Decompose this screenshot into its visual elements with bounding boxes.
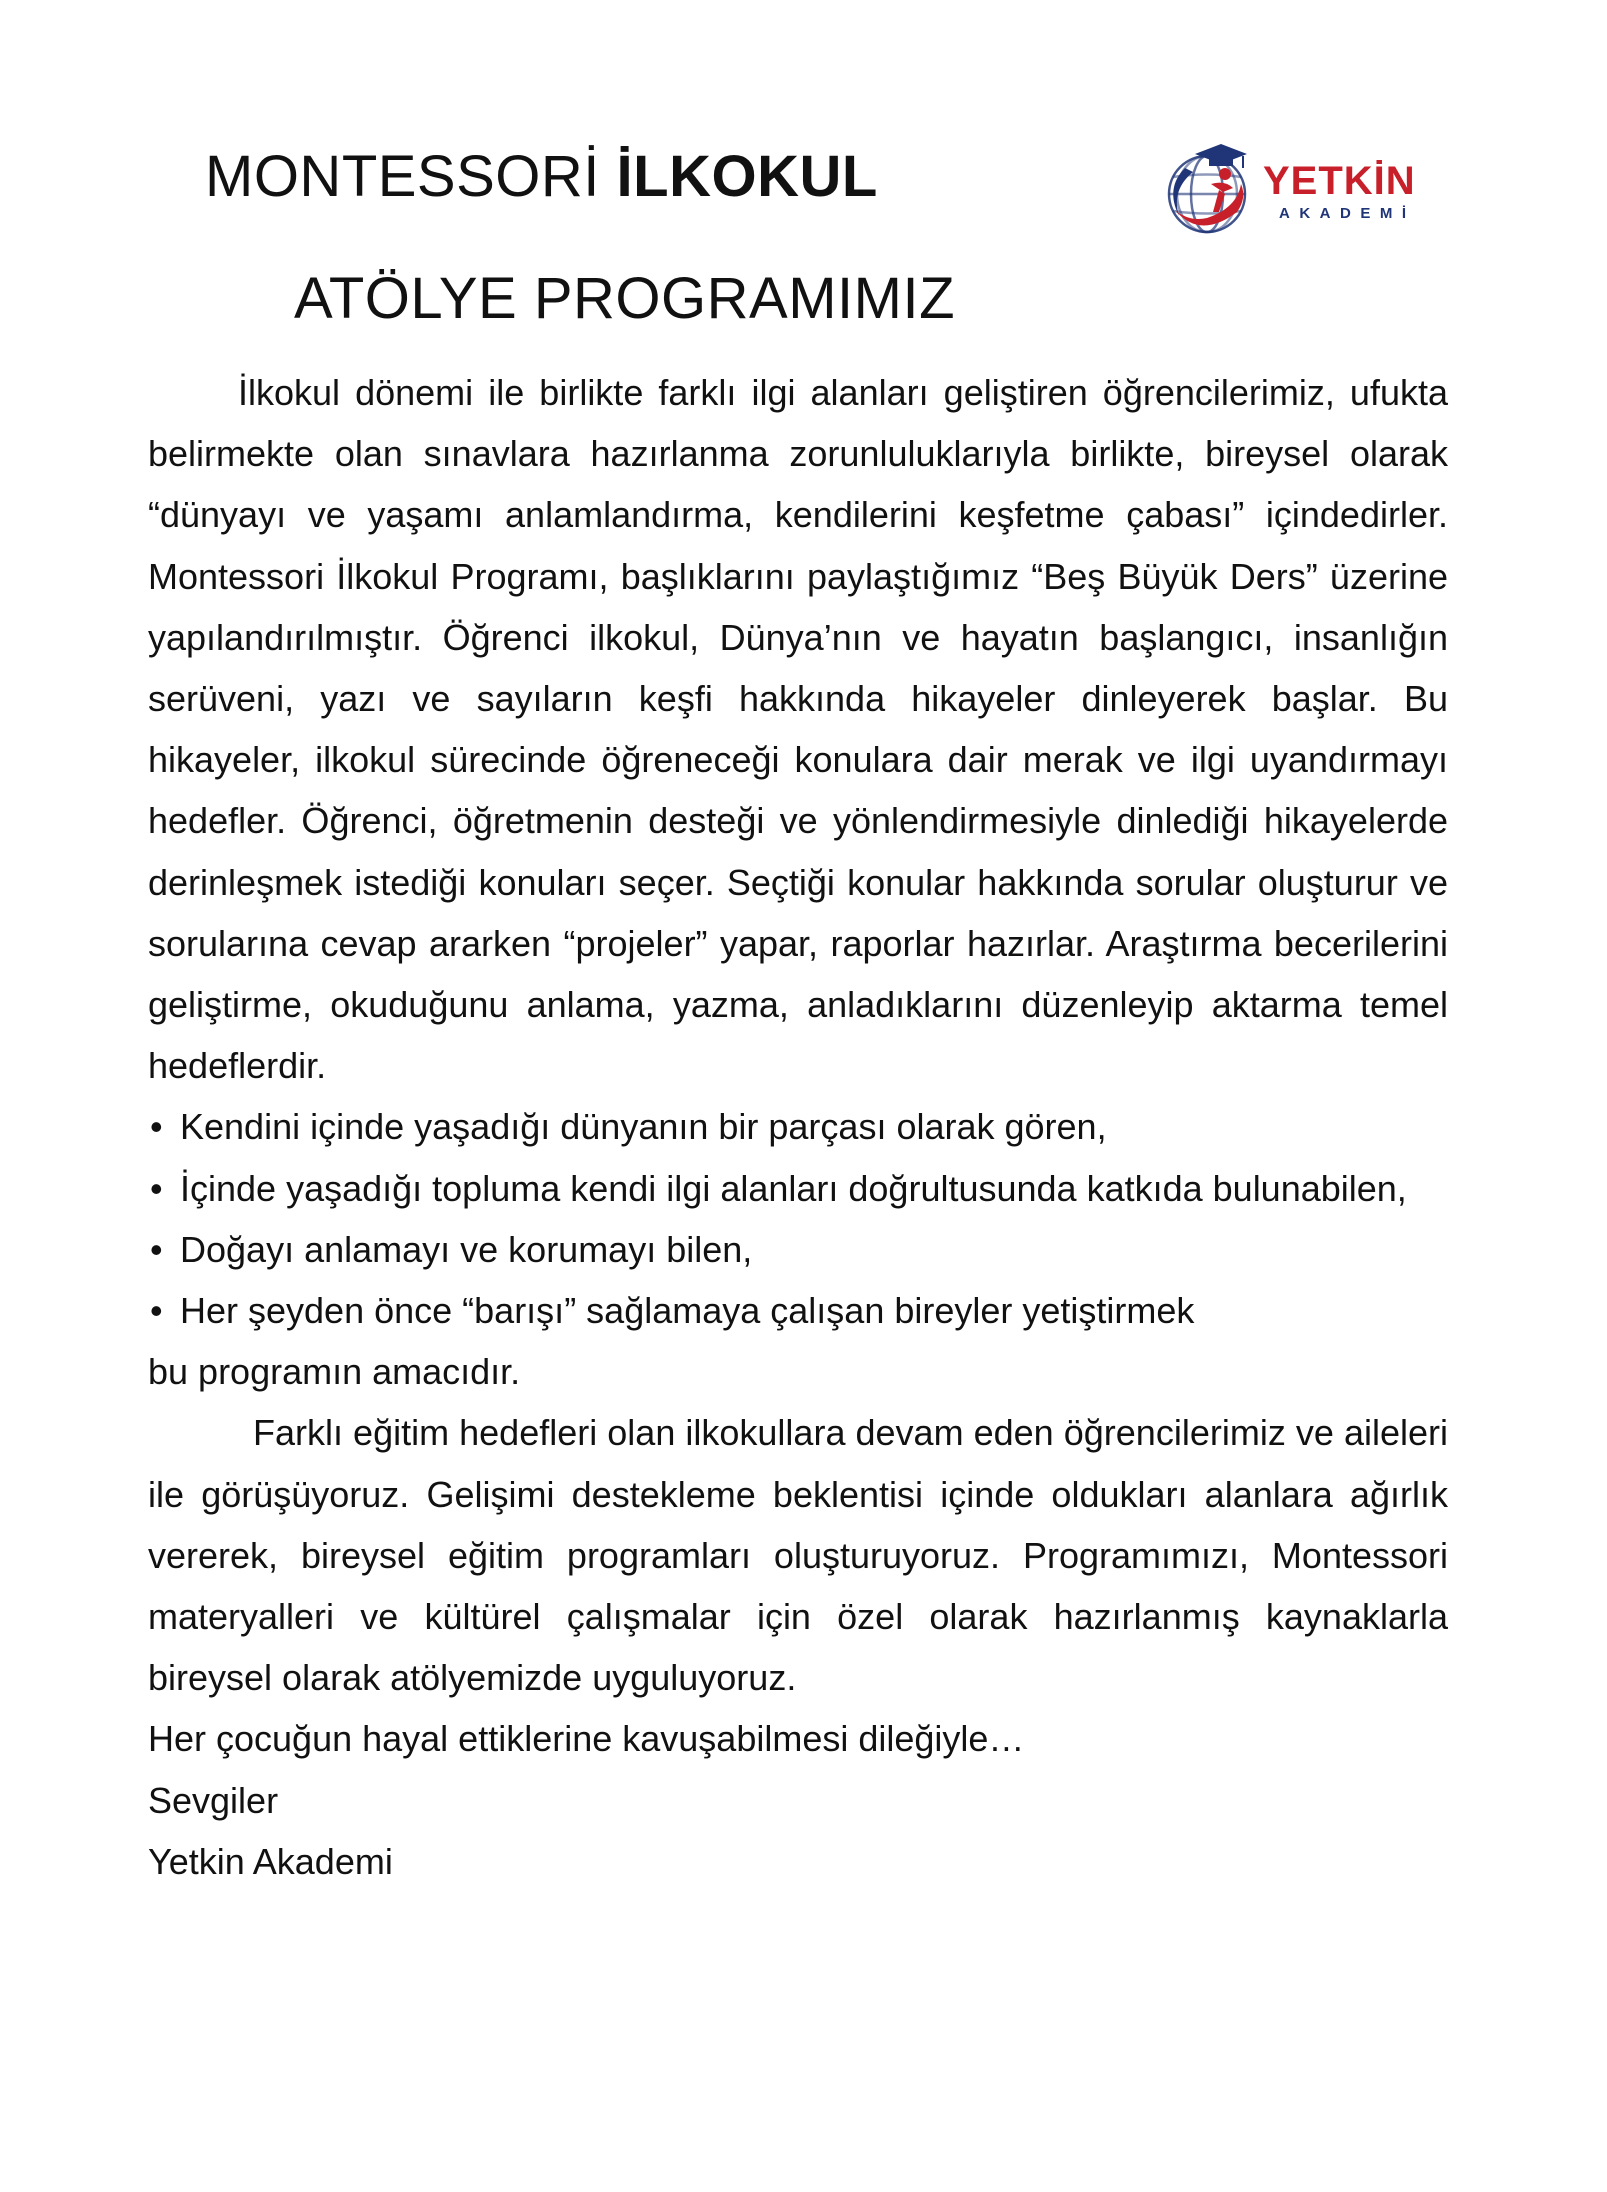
goal-item bbox=[148, 1280, 1448, 1341]
goal-text: Her şeyden önce “barışı” sağlamaya çalışan bireyler yetiştirmek bbox=[180, 1290, 1195, 1332]
goals-list bbox=[148, 1096, 1448, 1341]
closing-line: Her çocuğun hayal ettiklerine kavuşabilmesi dileğiyle… bbox=[148, 1718, 1025, 1760]
document-title-line1 bbox=[205, 144, 878, 209]
document-body bbox=[148, 362, 1448, 1892]
bullet-icon: • bbox=[150, 1228, 163, 1270]
graduation-cap-icon bbox=[1195, 144, 1247, 168]
document-title-line2: ATÖLYE PROGRAMIMIZ bbox=[294, 266, 956, 331]
list-conclusion: bu programın amacıdır. bbox=[148, 1351, 521, 1393]
bullet-icon: • bbox=[150, 1290, 163, 1332]
intro-paragraph: İlkokul dönemi ile birlikte farklı ilgi alanları geliştiren öğrencilerimiz, ufukta belirmekte olan sınavlara hazırlanma zorunluluklarıyla birlikte, bireysel olarak “dünyayı ve yaşamı anlamlandırma, kendilerini keşfetme çabası” içindedirler. Montessori İlkokul Programı, başlıklarını paylaştığımız “Beş Büyük Ders” üzerine yapılandırılmıştır. Öğrenci ilkokul, Dünya’nın ve hayatın başlangıcı, insanlığın serüveni, yazı ve sayıların keşfi hakkında hikayeler dinleyerek başlar. Bu hikayeler, ilkokul sürecinde öğreneceği konulara dair merak ve ilgi uyandırmayı hedefler. Öğrenci, öğretmenin desteği ve yönlendirmesiyle dinlediği hikayelerde derinleşmek istediği konuları seçer. Seçtiği konular hakkında sorular oluşturur ve sorularına cevap ararken “projeler” yapar, raporlar hazırlar. Araştırma becerilerini geliştirme, okuduğunu anlama, yazma, anladıklarını düzenleyip aktarma temel hedeflerdir. bbox=[148, 372, 1448, 1087]
title-regular-part: MONTESSORİ bbox=[205, 144, 617, 209]
signoff-signature: Yetkin Akademi bbox=[148, 1840, 393, 1882]
yetkin-akademi-logo bbox=[1145, 132, 1445, 242]
bullet-icon: • bbox=[150, 1167, 163, 1209]
workshop-paragraph: Farklı eğitim hedefleri olan ilkokullara devam eden öğrencilerimiz ve aileleri ile görüşüyoruz. Gelişimi destekleme beklentisi içinde oldukları alanlara ağırlık vererek, bireysel eğitim programları oluşturuyoruz. Programımızı, Montessori materyalleri ve kültürel çalışmalar için özel olarak hazırlanmış kaynaklarla bireysel olarak atölyemizde uyguluyoruz. bbox=[148, 1412, 1448, 1699]
swoosh-icon bbox=[1175, 184, 1243, 226]
goal-text: İçinde yaşadığı topluma kendi ilgi alanları doğrultusunda katkıda bulunabilen, bbox=[180, 1167, 1407, 1209]
goal-text: Doğayı anlamayı ve korumayı bilen, bbox=[180, 1228, 753, 1270]
goal-item bbox=[148, 1219, 1448, 1280]
bullet-icon: • bbox=[150, 1106, 163, 1148]
goal-text: Kendini içinde yaşadığı dünyanın bir parçası olarak gören, bbox=[180, 1106, 1107, 1148]
signoff-greeting: Sevgiler bbox=[148, 1779, 279, 1821]
goal-item bbox=[148, 1158, 1448, 1219]
logo-name: YETKİN bbox=[1263, 159, 1416, 203]
logo-subname: AKADEMİ bbox=[1279, 205, 1416, 222]
goal-item bbox=[148, 1096, 1448, 1157]
title-bold-part: İLKOKUL bbox=[616, 144, 878, 209]
logo-graphic-icon bbox=[1145, 132, 1445, 242]
